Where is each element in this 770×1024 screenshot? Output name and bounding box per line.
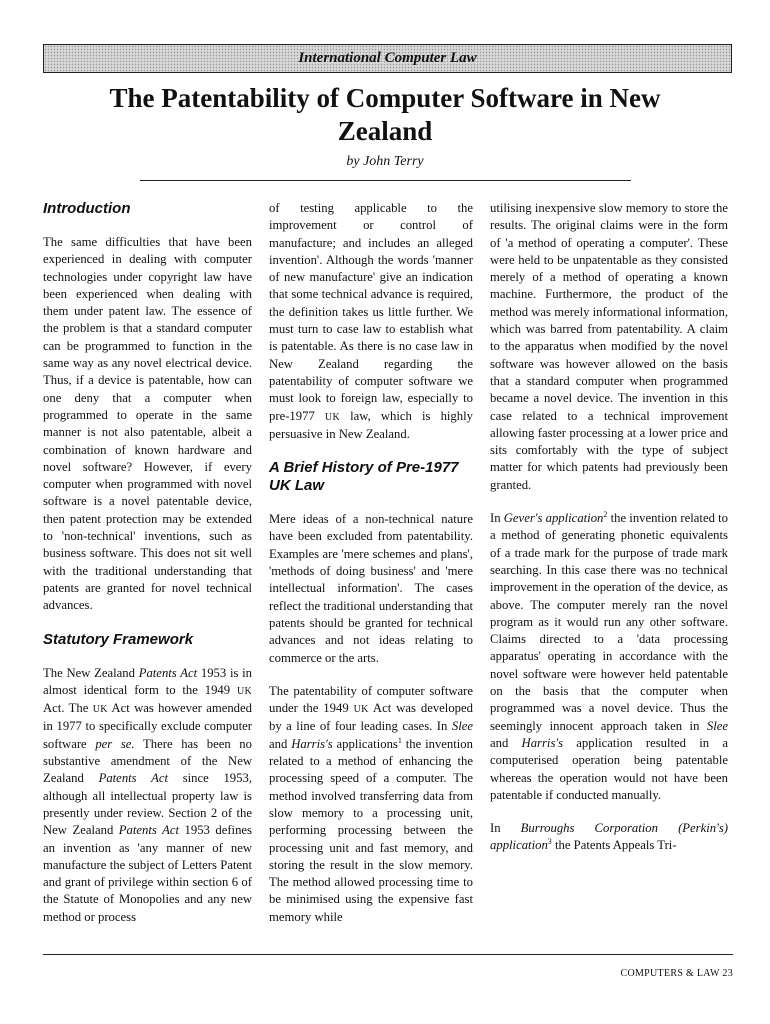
page-number: 23 [722, 968, 733, 979]
footer-divider [43, 954, 733, 955]
heading-introduction: Introduction [43, 200, 131, 217]
paragraph-patentability: The patentability of computer software under the 1949 UK Act was developed by a line of four leading cases. In Slee and Harris's applications$^1$ the invention related to a method of enhancing the processing speed of a computer. The method involved transferring data from slow memory to a processing unit, performing processing between the processing unit and fast memory, and storing the result in the slow memory. The method allowed processing time to be minimised using the expensive fast memory while [269, 683, 473, 924]
paragraph-introduction: The same difficulties that have been experienced in dealing with computer technologies under copyright law have been experienced when dealing with them under patent law. The essence of the problem is that a standard computer can be programmed to function in the same way as any novel electrical device. Thus, if a device is patentable, how can one deny that a computer when programmed to operate in the same manner is not also patentable, albeit a combination of known hardware and novel software? However, if every computer when programmed with novel software is a novel patentable device, then patent protection may be extended to 'non-technical' inventions, such as business software. This does not sit well with the traditional understanding that patents are granted for novel technical advances. [43, 235, 252, 613]
footnote-ref-3: 3 [547, 837, 552, 847]
paragraph-mere-ideas: Mere ideas of a non-technical nature have been excluded from patentability. Examples are 'mere schemes and plans', 'methods of doing business' and 'mere intellectual information'. The cases reflect the traditional understanding that patents should be granted for technical advances and not ideas relating to commerce or the arts. [269, 512, 473, 665]
paragraph-gever: In Gever's application$^2$ the invention related to a method of generating phonetic equivalents of a trade mark for the purpose of trade mark searching. In this case there was no technical improvement in the operation of the device, as above. The computer merely ran the novel program as it would run any other software. Claims directed to a 'data processing apparatus' operating in accordance with the novel software were however held patentable on the basis that the computer when programmed was a novel device. Thus the seemingly innocent approach taken in Slee and Harris's application resulted in a computerised operation being patentable whereas the operation would not have been patentable if conducted manually. [490, 509, 728, 802]
paragraph-slow-memory: utilising inexpensive slow memory to store the results. The original claims were in the form of 'a method of operating a computer'. These were held to be unpatentable as they consisted merely of a method of operating a known machine. Furthermore, the product of the method was merely informational information, which was barred from patentability. A claim to the apparatus when modified by the novel software was however allowed on the basis that a standard computer when programmed became a novel device. The invention in this case related to a technical improvement allowing faster processing at a lower price and sits comfortably with the type of subject matter for which patents had previously been granted. [490, 201, 728, 492]
banner-label: International Computer Law [298, 50, 477, 66]
heading-statutory-framework: Statutory Framework [43, 630, 194, 648]
article-title: The Patentability of Computer Software in New Zealand [109, 83, 661, 146]
author-byline: by John Terry [346, 154, 424, 169]
footnote-ref-2: 2 [603, 509, 608, 519]
column-1 [43, 200, 252, 942]
page-footer [560, 968, 733, 979]
column-2 [269, 200, 473, 942]
journal-name: COMPUTERS & LAW [620, 968, 720, 979]
heading-brief-history: A Brief History of Pre-1977 UK Law [269, 459, 459, 495]
paragraph-statutory: The New Zealand Patents Act 1953 is in almost identical form to the 1949 UK Act. The UK Act was however amended in 1977 to specifically exclude computer software per se. There has been no substantive amendment of the New Zealand Patents Act since 1953, although all intellectual property law is presently under review. Section 2 of the New Zealand Patents Act 1953 defines an invention as 'any manner of new manufacture the subject of Letters Patent and grant of privilege within section 6 of the Statute of Monopolies and any new method or process [43, 665, 253, 924]
section-banner [43, 44, 732, 73]
title-divider [140, 180, 631, 181]
footnote-ref-1: 1 [397, 735, 402, 745]
column-3 [490, 200, 728, 871]
paragraph-burroughs: In Burroughs Corporation (Perkin's) application$^3$ the Patents Appeals Tri- [490, 821, 728, 853]
paragraph-definition: of testing applicable to the improvement or control of manufacture; and includes an alleged invention'. Although the words 'manner of new manufacture' give an indication that some technical advance is required, the definition takes us little further. We must turn to case law to establish what is patentable. As there is no case law in New Zealand regarding the patentability of computer software we must look to foreign law, especially to pre-1977 UK law, which is highly persuasive in New Zealand. [269, 201, 473, 441]
